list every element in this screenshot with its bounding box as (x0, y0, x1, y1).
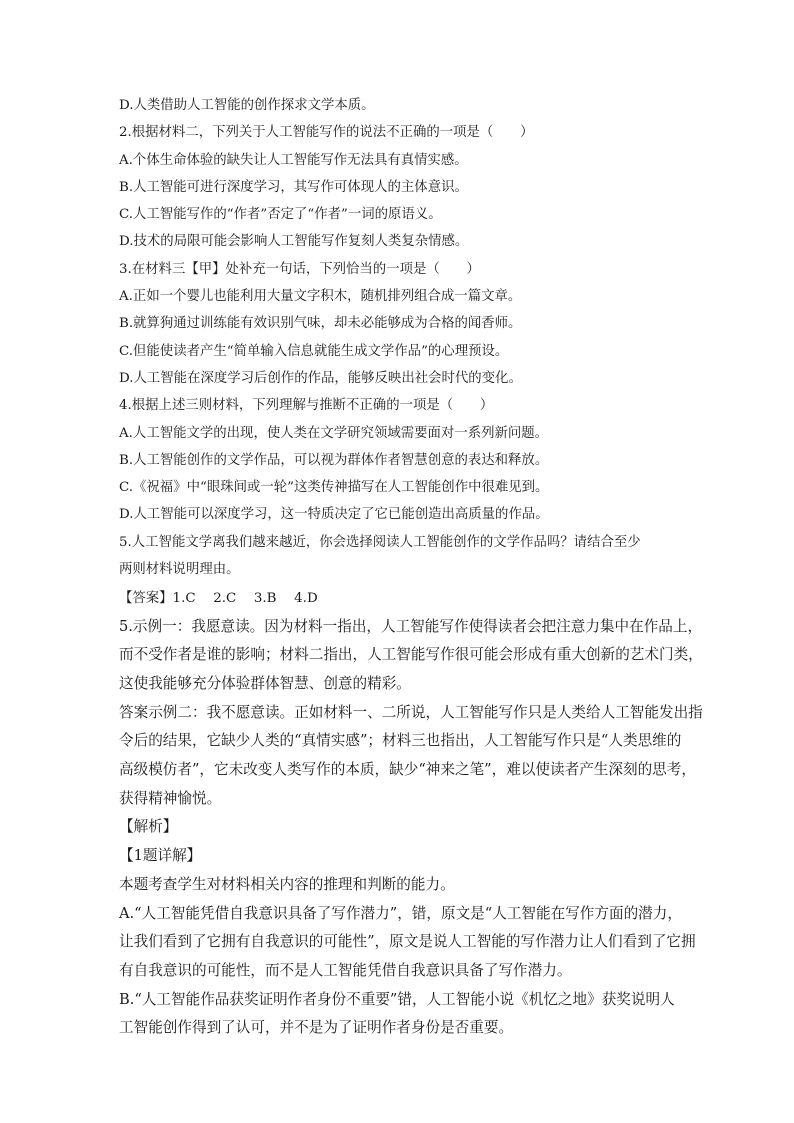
answer-line: 令后的结果，它缺少人类的“真情实感”；材料三也指出，人工智能写作只是“人类思维的 (119, 732, 682, 750)
q3-option-c: C.但能使读者产生“简单输入信息就能生成文学作品”的心理预设。 (119, 343, 509, 359)
q5-stem-line-1: 5.人工智能文学离我们越来越近，你会选择阅读人工智能创作的文学作品吗？请结合至少 (119, 534, 641, 550)
q3-option-b: B.就算狗通过训练能有效识别气味，却未必能够成为合格的闻香师。 (119, 316, 522, 332)
answer-line: 有自我意识的可能性，而不是人工智能凭借自我意识具备了写作潜力。 (119, 961, 572, 979)
answer-line: 工智能创作得到了认可，并不是为了证明作者身份是否重要。 (119, 1019, 514, 1037)
q2-option-d: D.技术的局限可能会影响人工智能写作复刻人类复杂情感。 (119, 234, 469, 250)
answer-line: 答案示例二：我不愿意读。正如材料一、二所说，人工智能写作只是人类给人工智能发出指 (119, 703, 703, 721)
analysis-heading: 【解析】 (119, 818, 178, 836)
answer-line: 这使我能够充分体验群体智慧、创意的精彩。 (119, 675, 411, 693)
q2-stem: 2.根据材料二，下列关于人工智能写作的说法不正确的一项是（ ） (119, 125, 534, 141)
answer-line: 而不受作者是谁的影响；材料二指出，人工智能写作很可能会形成有重大创新的艺术门类， (119, 646, 703, 664)
q2-option-a: A.个体生命体验的缺失让人工智能写作无法具有真情实感。 (119, 152, 468, 168)
q1-option-d: D.人类借助人工智能的创作探求文学本质。 (119, 98, 375, 113)
q4-option-d: D.人工智能可以深度学习，这一特质决定了它已能创造出高质量的作品。 (119, 507, 549, 523)
q3-option-d: D.人工智能在深度学习后创作的作品，能够反映出社会时代的变化。 (119, 370, 522, 386)
answer-key: 【答案】1.C 2.C 3.B 4.D (119, 591, 318, 607)
answer-line: B.“人工智能作品获奖证明作者身份不重要”错，人工智能小说《机忆之地》获奖说明人 (119, 990, 675, 1008)
document-page (119, 92, 703, 1043)
answer-line: 高级模仿者”，它未改变人类写作的本质，缺少“神来之笔”，难以使读者产生深刻的思考， (119, 761, 696, 779)
q3-stem: 3.在材料三【甲】处补充一句话，下列恰当的一项是（ ） (119, 261, 480, 277)
answer-explanation (119, 613, 703, 1043)
answer-line: 让我们看到了它拥有自我意识的可能性”，原文是说人工智能的写作潜力让人们看到了它拥 (119, 933, 696, 951)
q4-option-a: A.人工智能文学的出现，使人类在文学研究领域需要面对一系列新问题。 (119, 425, 549, 441)
answer-line: A.“人工智能凭借自我意识具备了写作潜力”，错，原文是“人工智能在写作方面的潜力， (119, 904, 682, 922)
answer-line: 获得精神愉悦。 (119, 789, 222, 807)
q2-option-b: B.人工智能可进行深度学习，其写作可体现人的主体意识。 (119, 179, 468, 195)
q4-stem: 4.根据上述三则材料，下列理解与推断不正确的一项是（ ） (119, 398, 494, 414)
q2-option-c: C.人工智能写作的“作者”否定了“作者”一词的原语义。 (119, 207, 442, 223)
answer-line: 本题考查学生对材料相关内容的推理和判断的能力。 (119, 875, 455, 893)
q1-detail-heading: 【1题详解】 (119, 847, 202, 865)
q4-option-b: B.人工智能创作的文学作品，可以视为群体作者智慧创意的表达和释放。 (119, 452, 549, 468)
q3-option-a: A.正如一个婴儿也能利用大量文字积木，随机排列组合成一篇文章。 (119, 289, 522, 305)
answer-line: 5.示例一：我愿意读。因为材料一指出，人工智能写作使得读者会把注意力集中在作品上， (119, 617, 703, 635)
q4-option-c: C.《祝福》中“眼珠间或一轮”这类传神描写在人工智能创作中很难见到。 (119, 480, 549, 496)
q5-stem-line-2: 两则材料说明理由。 (119, 562, 240, 578)
questions-block (119, 92, 679, 583)
